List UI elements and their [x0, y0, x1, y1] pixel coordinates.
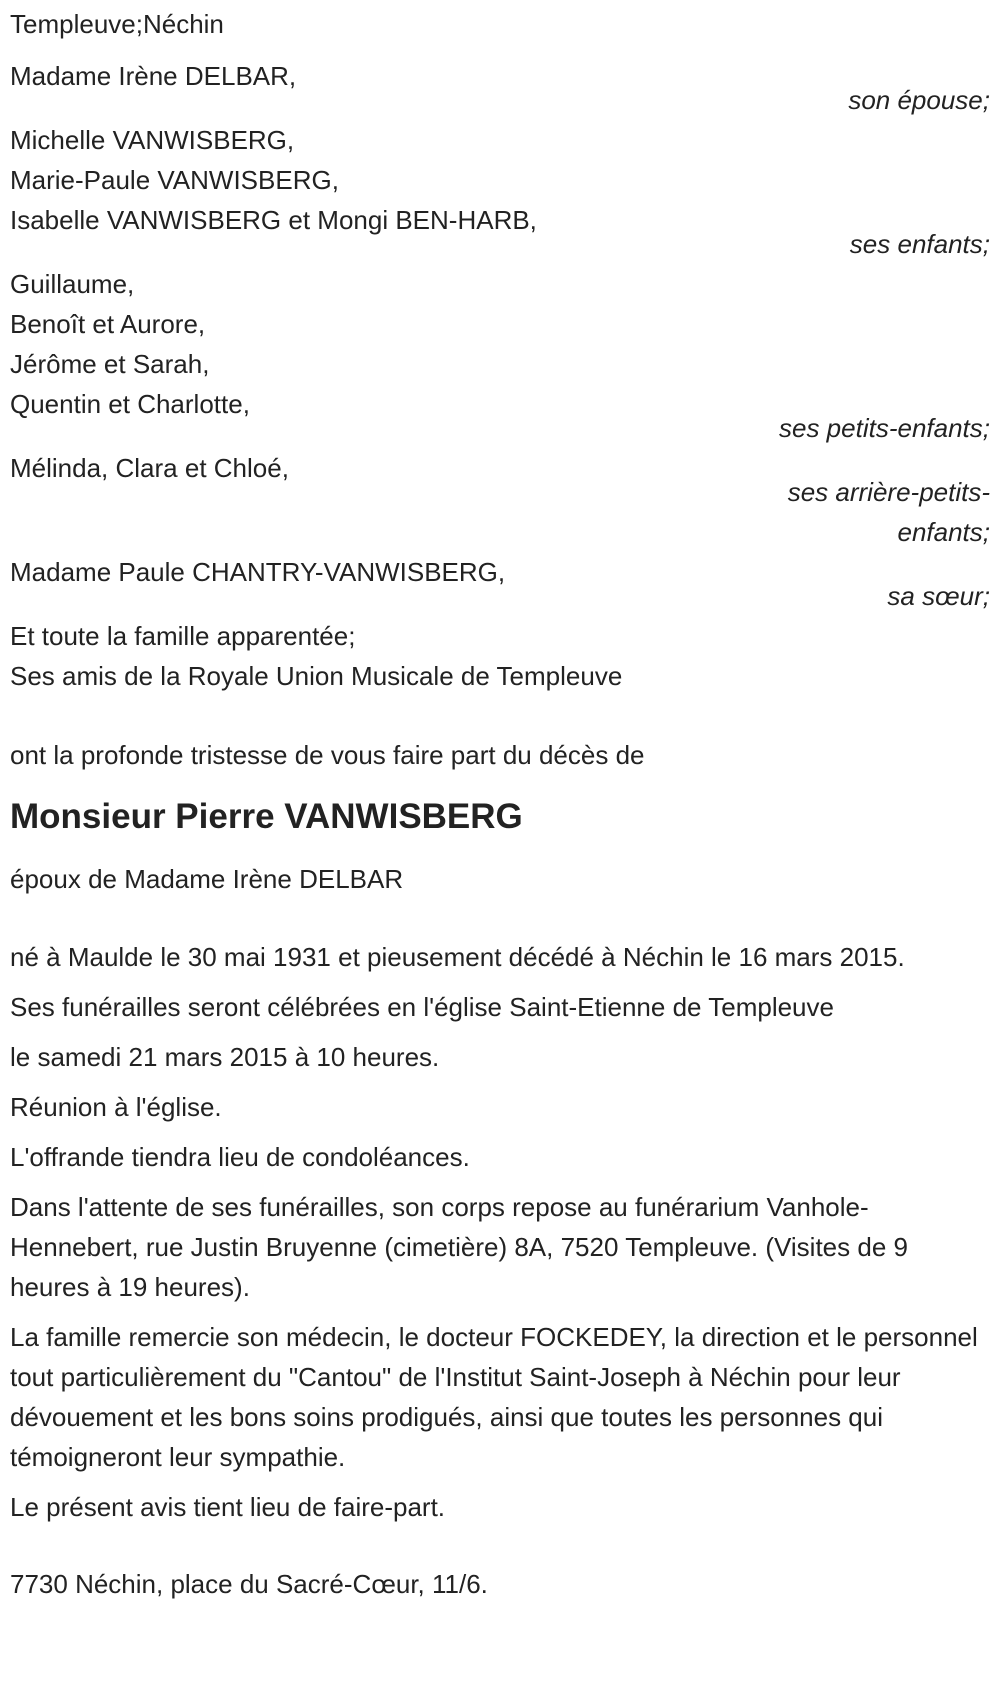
family-name: Mélinda, Clara et Chloé,: [10, 453, 289, 483]
family-name: Madame Paule CHANTRY-VANWISBERG,: [10, 557, 506, 587]
family-group-sister: [10, 552, 990, 616]
announcement: ont la profonde tristesse de vous faire part du décès de: [10, 740, 645, 770]
family-name: Michelle VANWISBERG,: [10, 125, 295, 155]
offering-paragraph: L'offrande tiendra lieu de condoléances.: [10, 1142, 470, 1172]
family-name: Guillaume,: [10, 269, 135, 299]
family-group-spouse: [10, 56, 990, 120]
family-name: Isabelle VANWISBERG et Mongi BEN-HARB,: [10, 205, 537, 235]
funeral-date-paragraph: le samedi 21 mars 2015 à 10 heures.: [10, 1042, 440, 1072]
meeting-paragraph: Réunion à l'église.: [10, 1092, 222, 1122]
notice-paragraph: Le présent avis tient lieu de faire-part.: [10, 1492, 446, 1522]
relation-label: ses enfants;: [849, 229, 990, 259]
relation-label: ses petits-enfants;: [779, 413, 990, 443]
deceased-name: Monsieur Pierre VANWISBERG: [10, 797, 523, 836]
birth-death-paragraph: né à Maulde le 30 mai 1931 et pieusement décédé à Néchin le 16 mars 2015.: [10, 942, 905, 972]
funeral-paragraph: Ses funérailles seront célébrées en l'église Saint-Etienne de Templeuve: [10, 992, 834, 1022]
address: 7730 Néchin, place du Sacré-Cœur, 11/6.: [10, 1569, 488, 1599]
spouse-line: époux de Madame Irène DELBAR: [10, 864, 404, 894]
family-group-great-grandchildren: [10, 448, 990, 552]
family-name: Marie-Paule VANWISBERG,: [10, 165, 339, 195]
funerarium-paragraph: Dans l'attente de ses funérailles, son corps repose au funérarium Vanhole-Hennebert, rue Justin Bruyenne (cimetière) 8A, 7520 Templeuve. (Visites de 9 heures à 19 heures).: [10, 1192, 908, 1302]
family-name: Madame Irène DELBAR,: [10, 61, 297, 91]
thanks-paragraph: La famille remercie son médecin, le docteur FOCKEDEY, la direction et le personnel tout particulièrement du "Cantou" de l'Institut Saint-Joseph à Néchin pour leur dévouement et les bons soins prodigués, ainsi que toutes les personnes qui témoigneront leur sympathie.: [10, 1322, 978, 1472]
relation-label: son épouse;: [848, 85, 990, 115]
relation-label: sa sœur;: [887, 581, 990, 611]
family-name: Quentin et Charlotte,: [10, 389, 250, 419]
family-name: Benoît et Aurore,: [10, 309, 206, 339]
friends: Ses amis de la Royale Union Musicale de Templeuve: [10, 661, 623, 691]
extended-family: Et toute la famille apparentée;: [10, 621, 356, 651]
family-group-children: [10, 120, 990, 264]
relation-label: ses arrière-petits-enfants;: [787, 477, 990, 547]
family-name: Jérôme et Sarah,: [10, 349, 210, 379]
family-group-grandchildren: [10, 264, 990, 448]
location: Templeuve;Néchin: [10, 9, 224, 39]
